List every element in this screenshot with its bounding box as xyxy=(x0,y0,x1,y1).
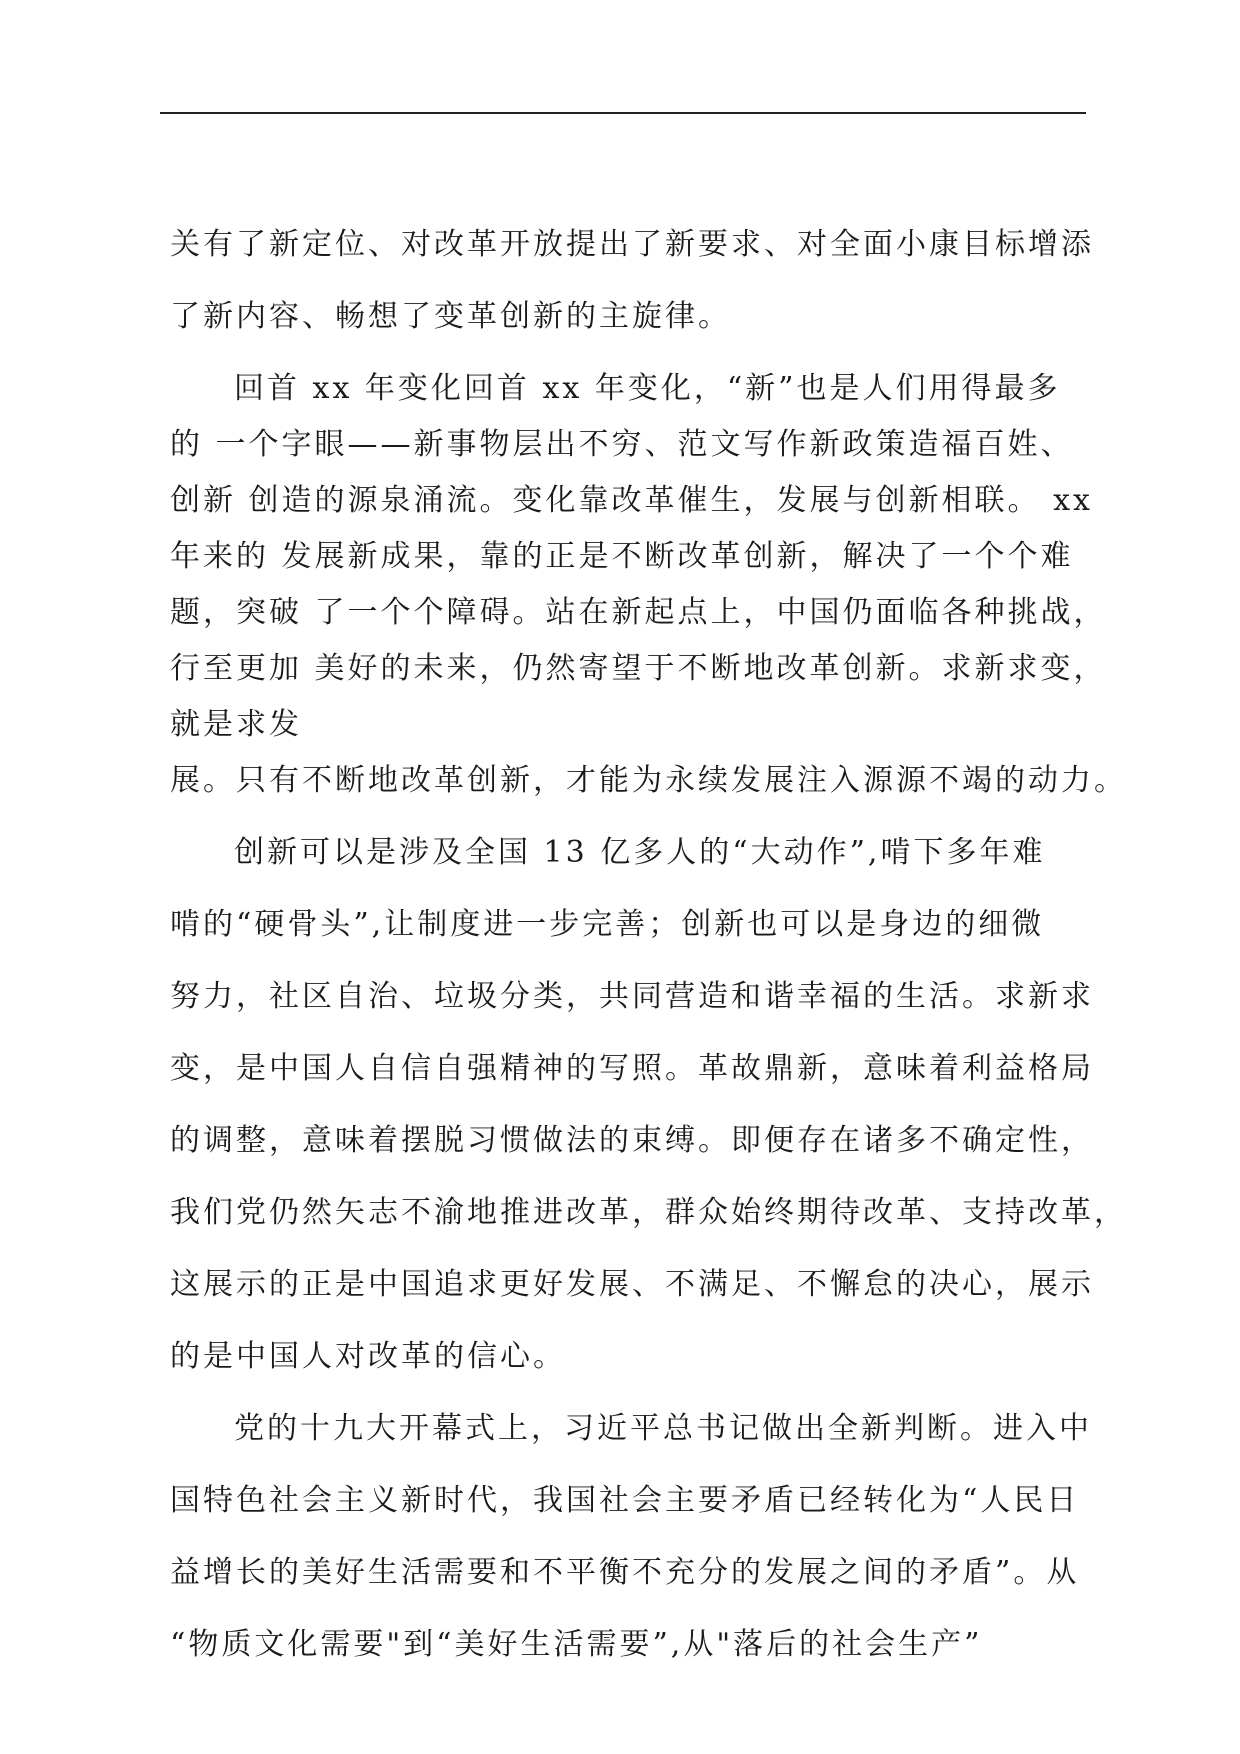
paragraph xyxy=(170,835,1127,1374)
page-body xyxy=(170,227,1127,1662)
text-line: 关有了新定位、对改革开放提出了新要求、对全面小康目标增添 xyxy=(170,227,1094,262)
text-line: 的 一个字眼——新事物层出不穷、范文写作新政策造福百姓、 xyxy=(170,427,1074,462)
text-line: 的调整，意味着摆脱习惯做法的束缚。即便存在诸多不确定性， xyxy=(170,1123,1094,1158)
text-line: 益增长的美好生活需要和不平衡不充分的发展之间的矛盾”。从 xyxy=(170,1555,1080,1590)
header-rule xyxy=(160,112,1086,114)
text-line: 变，是中国人自信自强精神的写照。革故鼎新，意味着利益格局 xyxy=(170,1051,1094,1086)
text-line: 我们党仍然矢志不渝地推进改革，群众始终期待改革、支持改革， xyxy=(170,1195,1127,1230)
paragraph xyxy=(170,371,1127,798)
paragraph xyxy=(170,1411,1092,1662)
text-line: 展。只有不断地改革创新，才能为永续发展注入源源不竭的动力。 xyxy=(170,763,1127,798)
text-line: 创新 创造的源泉涌流。变化靠改革催生，发展与创新相联。 xx xyxy=(170,483,1093,518)
paragraph xyxy=(170,227,1094,334)
text-line: 了新内容、畅想了变革创新的主旋律。 xyxy=(170,299,731,334)
text-line: 国特色社会主义新时代，我国社会主要矛盾已经转化为“人民日 xyxy=(170,1483,1080,1518)
text-line: 党的十九大开幕式上，习近平总书记做出全新判断。进入中 xyxy=(234,1411,1092,1446)
text-line: 年来的 发展新成果，靠的正是不断改革创新，解决了一个个难 xyxy=(170,539,1074,574)
text-line: 行至更加 美好的未来，仍然寄望于不断地改革创新。求新求变， xyxy=(170,651,1107,686)
text-line: “物质文化需要"到“美好生活需要”,从"落后的社会生产” xyxy=(170,1627,983,1662)
text-line: 的是中国人对改革的信心。 xyxy=(170,1339,566,1374)
text-line: 努力，社区自治、垃圾分类，共同营造和谐幸福的生活。求新求 xyxy=(170,979,1094,1014)
text-line: 回首 xx 年变化回首 xx 年变化，“新”也是人们用得最多 xyxy=(234,371,1061,406)
text-line: 这展示的正是中国追求更好发展、不满足、不懈怠的决心，展示 xyxy=(170,1267,1094,1302)
text-line: 创新可以是涉及全国 13 亿多人的“大动作”,啃下多年难 xyxy=(234,835,1046,870)
text-line: 题，突破 了一个个障碍。站在新起点上，中国仍面临各种挑战， xyxy=(170,595,1107,630)
text-line: 就是求发 xyxy=(170,707,302,742)
text-line: 啃的“硬骨头”,让制度进一步完善；创新也可以是身边的细微 xyxy=(170,907,1045,942)
